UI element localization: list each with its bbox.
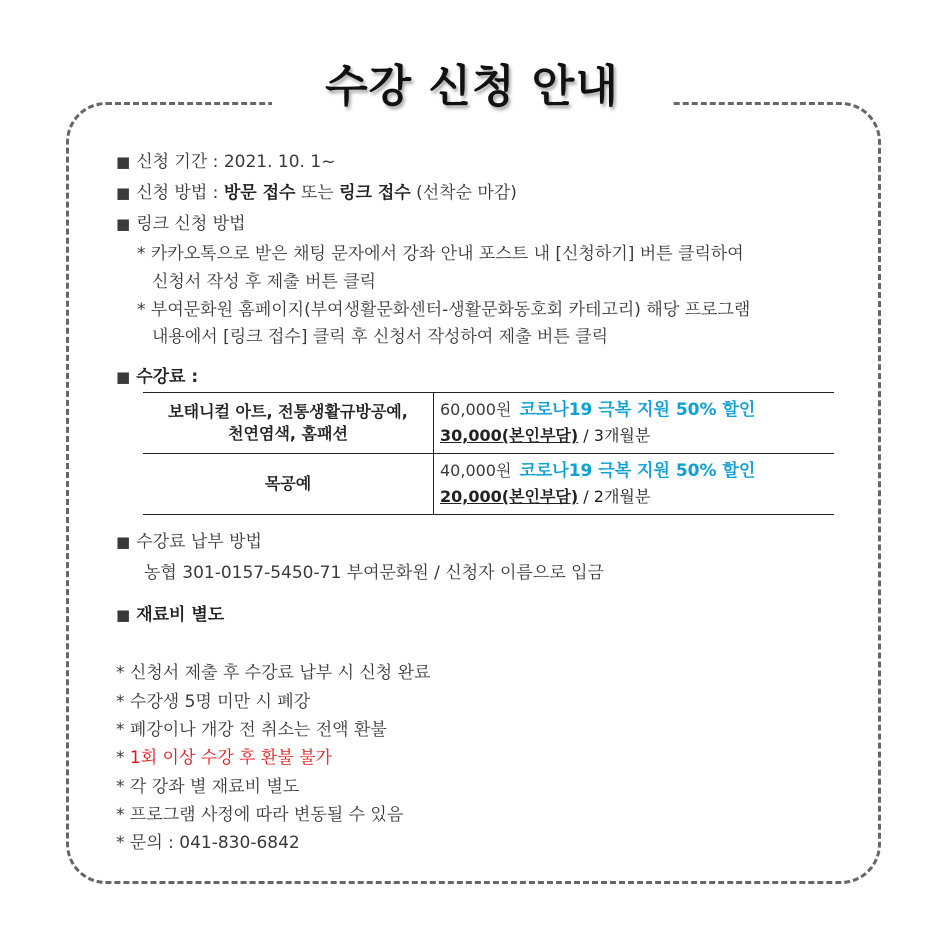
fee-heading bbox=[116, 365, 198, 389]
fee-category-line: 천연염색, 홈패션 bbox=[228, 424, 348, 443]
note-item-warning: * 1회 이상 수강 후 환불 불가 bbox=[116, 748, 332, 768]
period-label: 신청 기간 : 2021. 10. 1~ bbox=[136, 152, 336, 172]
method-prefix: 신청 방법 : bbox=[136, 183, 219, 203]
table-row bbox=[143, 454, 834, 515]
black-square-icon: ■ bbox=[116, 606, 131, 624]
payment-heading bbox=[116, 530, 262, 554]
method-visit: 방문 접수 bbox=[223, 183, 296, 203]
material-heading bbox=[116, 603, 224, 627]
fee-original-price: 60,000원 bbox=[440, 400, 512, 419]
fee-discounted-price: 20,000(본인부담) bbox=[440, 487, 579, 506]
black-square-icon: ■ bbox=[116, 533, 131, 551]
method-or: 또는 bbox=[300, 183, 334, 203]
fee-promo: 코로나19 극복 지원 50% 할인 bbox=[519, 461, 756, 481]
page-title: 수강 신청 안내 bbox=[325, 61, 619, 112]
refund-warning: 1회 이상 수강 후 환불 불가 bbox=[129, 748, 332, 768]
note-item: * 문의 : 041-830-6842 bbox=[116, 833, 300, 853]
material-heading-text: 재료비 별도 bbox=[136, 605, 225, 625]
link-method-item-1-line2: 신청서 작성 후 제출 버튼 클릭 bbox=[152, 272, 377, 292]
payment-account: 농협 301-0157-5450-71 부여문화원 / 신청자 이름으로 입금 bbox=[144, 563, 604, 583]
fee-original-price: 40,000원 bbox=[440, 461, 512, 480]
title-container bbox=[272, 48, 672, 126]
fee-period: / 2개월분 bbox=[583, 487, 651, 506]
black-square-icon: ■ bbox=[116, 153, 131, 171]
note-item: * 수강생 5명 미만 시 폐강 bbox=[116, 692, 311, 712]
link-method-item-1-line1: * 카카오톡으로 받은 채팅 문자에서 강좌 안내 포스트 내 [신청하기] 버튼 클릭하여 bbox=[137, 244, 744, 264]
link-method-item-2-line1: * 부여문화원 홈페이지(부여생활문화센터-생활문화동호회 카테고리) 해당 프로그램 bbox=[137, 300, 751, 320]
note-item: * 각 강좌 별 재료비 별도 bbox=[116, 777, 300, 797]
method-link: 링크 접수 bbox=[339, 183, 411, 203]
black-square-icon: ■ bbox=[116, 368, 131, 386]
fee-category-cell bbox=[143, 393, 434, 454]
method-suffix: (선착순 마감) bbox=[416, 183, 517, 203]
fee-price-cell bbox=[434, 454, 835, 515]
link-method-heading-text: 링크 신청 방법 bbox=[136, 214, 246, 234]
table-row bbox=[143, 393, 834, 454]
note-item: * 프로그램 사정에 따라 변동될 수 있음 bbox=[116, 805, 404, 825]
fee-category-line: 목공예 bbox=[264, 474, 312, 493]
fee-promo: 코로나19 극복 지원 50% 할인 bbox=[519, 400, 756, 420]
link-method-item-2-line2: 내용에서 [링크 접수] 클릭 후 신청서 작성하여 제출 버튼 클릭 bbox=[152, 327, 609, 347]
note-item: * 폐강이나 개강 전 취소는 전액 환불 bbox=[116, 720, 387, 740]
fee-category-line: 보태니컬 아트, 전통생활규방공예, bbox=[168, 402, 408, 421]
note-item: * 신청서 제출 후 수강료 납부 시 신청 완료 bbox=[116, 663, 431, 683]
fee-period: / 3개월분 bbox=[583, 426, 651, 445]
fee-table bbox=[143, 392, 834, 515]
fee-discounted-price: 30,000(본인부담) bbox=[440, 426, 579, 445]
fee-price-cell bbox=[434, 393, 835, 454]
period-line bbox=[116, 150, 335, 174]
method-line bbox=[116, 181, 517, 205]
black-square-icon: ■ bbox=[116, 184, 131, 202]
black-square-icon: ■ bbox=[116, 215, 131, 233]
fee-heading-text: 수강료 : bbox=[136, 367, 199, 387]
fee-category-cell bbox=[143, 454, 434, 515]
payment-heading-text: 수강료 납부 방법 bbox=[136, 532, 262, 552]
link-method-heading bbox=[116, 212, 246, 236]
